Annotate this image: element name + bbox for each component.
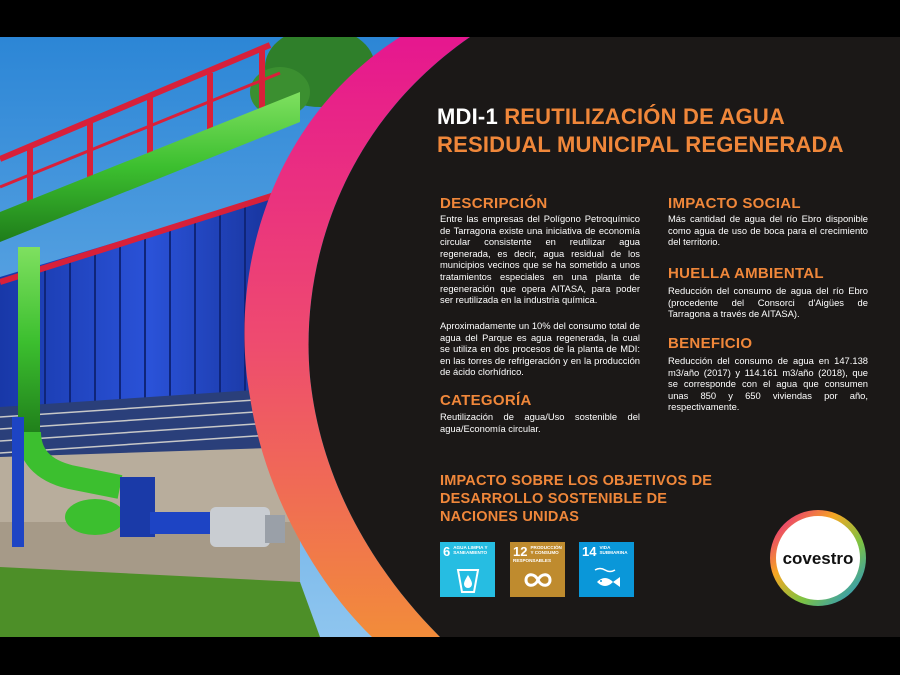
sdg-heading: IMPACTO SOBRE LOS OBJETIVOS DE DESARROLLO SOSTENIBLE DE NACIONES UNIDAS [440, 473, 713, 525]
water-drop-icon [454, 566, 482, 594]
huella-ambiental-heading: HUELLA AMBIENTAL [668, 265, 824, 282]
sdg-6-icon: 6 AGUA LIMPIA Y SANEAMIENTO [440, 542, 495, 597]
categoria-heading: CATEGORÍA [440, 392, 532, 409]
impacto-social-heading: IMPACTO SOCIAL [668, 195, 801, 212]
infinity-icon [524, 566, 552, 594]
slide [0, 37, 900, 637]
page-title [437, 103, 877, 159]
beneficio-heading: BENEFICIO [668, 335, 753, 352]
sdg-14-icon: 14 VIDA SUBMARINA [579, 542, 634, 597]
svg-text:covestro: covestro [782, 549, 854, 568]
beneficio-text: Reducción del consumo de agua en 147.138 m3/año (2017) y 114.161 m3/año (2018), que se corresponde con el agua que consumen unas 850 y 650 viviendas por año, respectivamente. [668, 355, 868, 413]
covestro-logo [767, 507, 869, 609]
title-code: MDI-1 [437, 104, 498, 129]
categoria-text: Reutilización de agua/Uso sostenible del agua/Economía circular. [440, 411, 640, 434]
fish-icon [593, 566, 621, 594]
sdg-12-icon: 12 PRODUCCIÓN Y CONSUMO RESPONSABLES [510, 542, 565, 597]
huella-ambiental-text: Reducción del consumo de agua del río Ebro (procedente del Consorci d'Aigües de Tarragona a través de AITASA). [668, 285, 868, 320]
descripcion-p2: Aproximadamente un 10% del consumo total de agua del Parque es agua regenerada, la cual se utiliza en dos procesos de la planta de MDI: en las torres de refrigeración y en la producción de ácido clorhídrico. [440, 320, 640, 378]
descripcion-heading: DESCRIPCIÓN [440, 195, 548, 212]
title-text: REUTILIZACIÓN DE AGUA RESIDUAL MUNICIPAL REGENERADA [437, 104, 844, 157]
impacto-social-text: Más cantidad de agua del río Ebro disponible como agua de uso de boca para el crecimiento del territorio. [668, 213, 868, 248]
descripcion-p1: Entre las empresas del Polígono Petroquímico de Tarragona existe una iniciativa de economía circular consistente en reutilizar agua regenerada, es decir, agua residual de los municipios vecinos que se ha sometido a unos tratamientos especiales en una planta de regeneración que opera AITASA, para poder ser reutilizada en la industria química. [440, 213, 640, 306]
